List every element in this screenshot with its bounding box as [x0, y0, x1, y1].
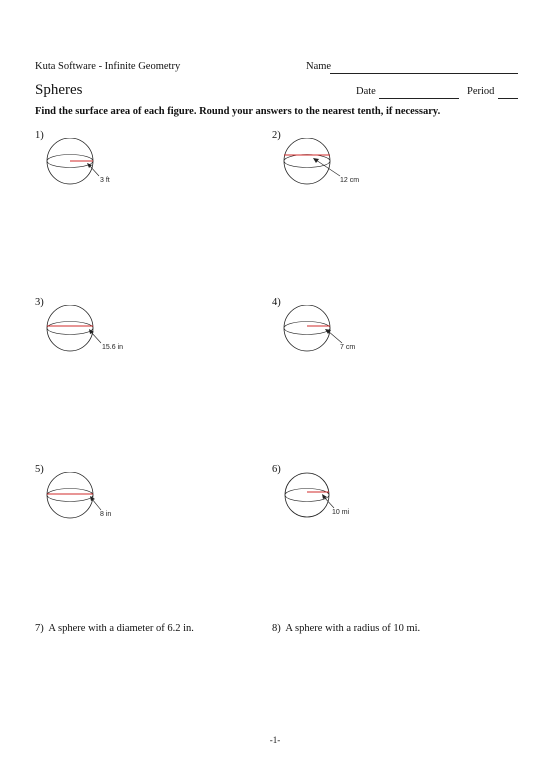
- period-blank-line[interactable]: [498, 98, 518, 99]
- sphere-figure-2: [282, 138, 382, 196]
- problem-8-number: 8): [272, 623, 281, 634]
- worksheet-title: Spheres: [35, 82, 83, 98]
- sphere-3-measure-label: 15.6 in: [102, 344, 124, 351]
- problem-3-number: 3): [35, 297, 44, 308]
- problem-7: [35, 623, 194, 634]
- sphere-4-measure-label: 7 cm: [340, 344, 356, 351]
- sphere-6-measure-label: 10 mi: [332, 509, 350, 516]
- page-number: -1-: [269, 735, 281, 745]
- name-label: Name: [306, 61, 332, 72]
- date-blank-line[interactable]: [379, 98, 459, 99]
- problem-2-number: 2): [272, 130, 281, 141]
- problem-7-text: A sphere with a diameter of 6.2 in.: [48, 623, 194, 634]
- sphere-figure-3: [45, 305, 145, 363]
- sphere-figure-1: [45, 138, 135, 196]
- problem-4-number: 4): [272, 297, 281, 308]
- sphere-1-measure-label: 3 ft: [100, 177, 110, 184]
- problem-8-text: A sphere with a radius of 10 mi.: [285, 623, 421, 634]
- sphere-figure-6: [282, 472, 382, 530]
- sphere-2-measure-label: 12 cm: [340, 177, 360, 184]
- problem-1-number: 1): [35, 130, 44, 141]
- problem-7-number: 7): [35, 623, 44, 634]
- sphere-figure-5: [45, 472, 145, 530]
- problem-6-number: 6): [272, 464, 281, 475]
- period-label: Period: [467, 86, 495, 97]
- instructions: Find the surface area of each figure. Round your answers to the nearest tenth, if necessary.: [35, 106, 441, 117]
- sphere-figure-4: [282, 305, 382, 363]
- name-blank-line[interactable]: [330, 73, 518, 74]
- software-title: Kuta Software - Infinite Geometry: [35, 61, 181, 72]
- problem-5-number: 5): [35, 464, 44, 475]
- problem-8: [272, 623, 420, 634]
- sphere-5-measure-label: 8 in: [100, 511, 112, 518]
- date-label: Date: [356, 86, 376, 97]
